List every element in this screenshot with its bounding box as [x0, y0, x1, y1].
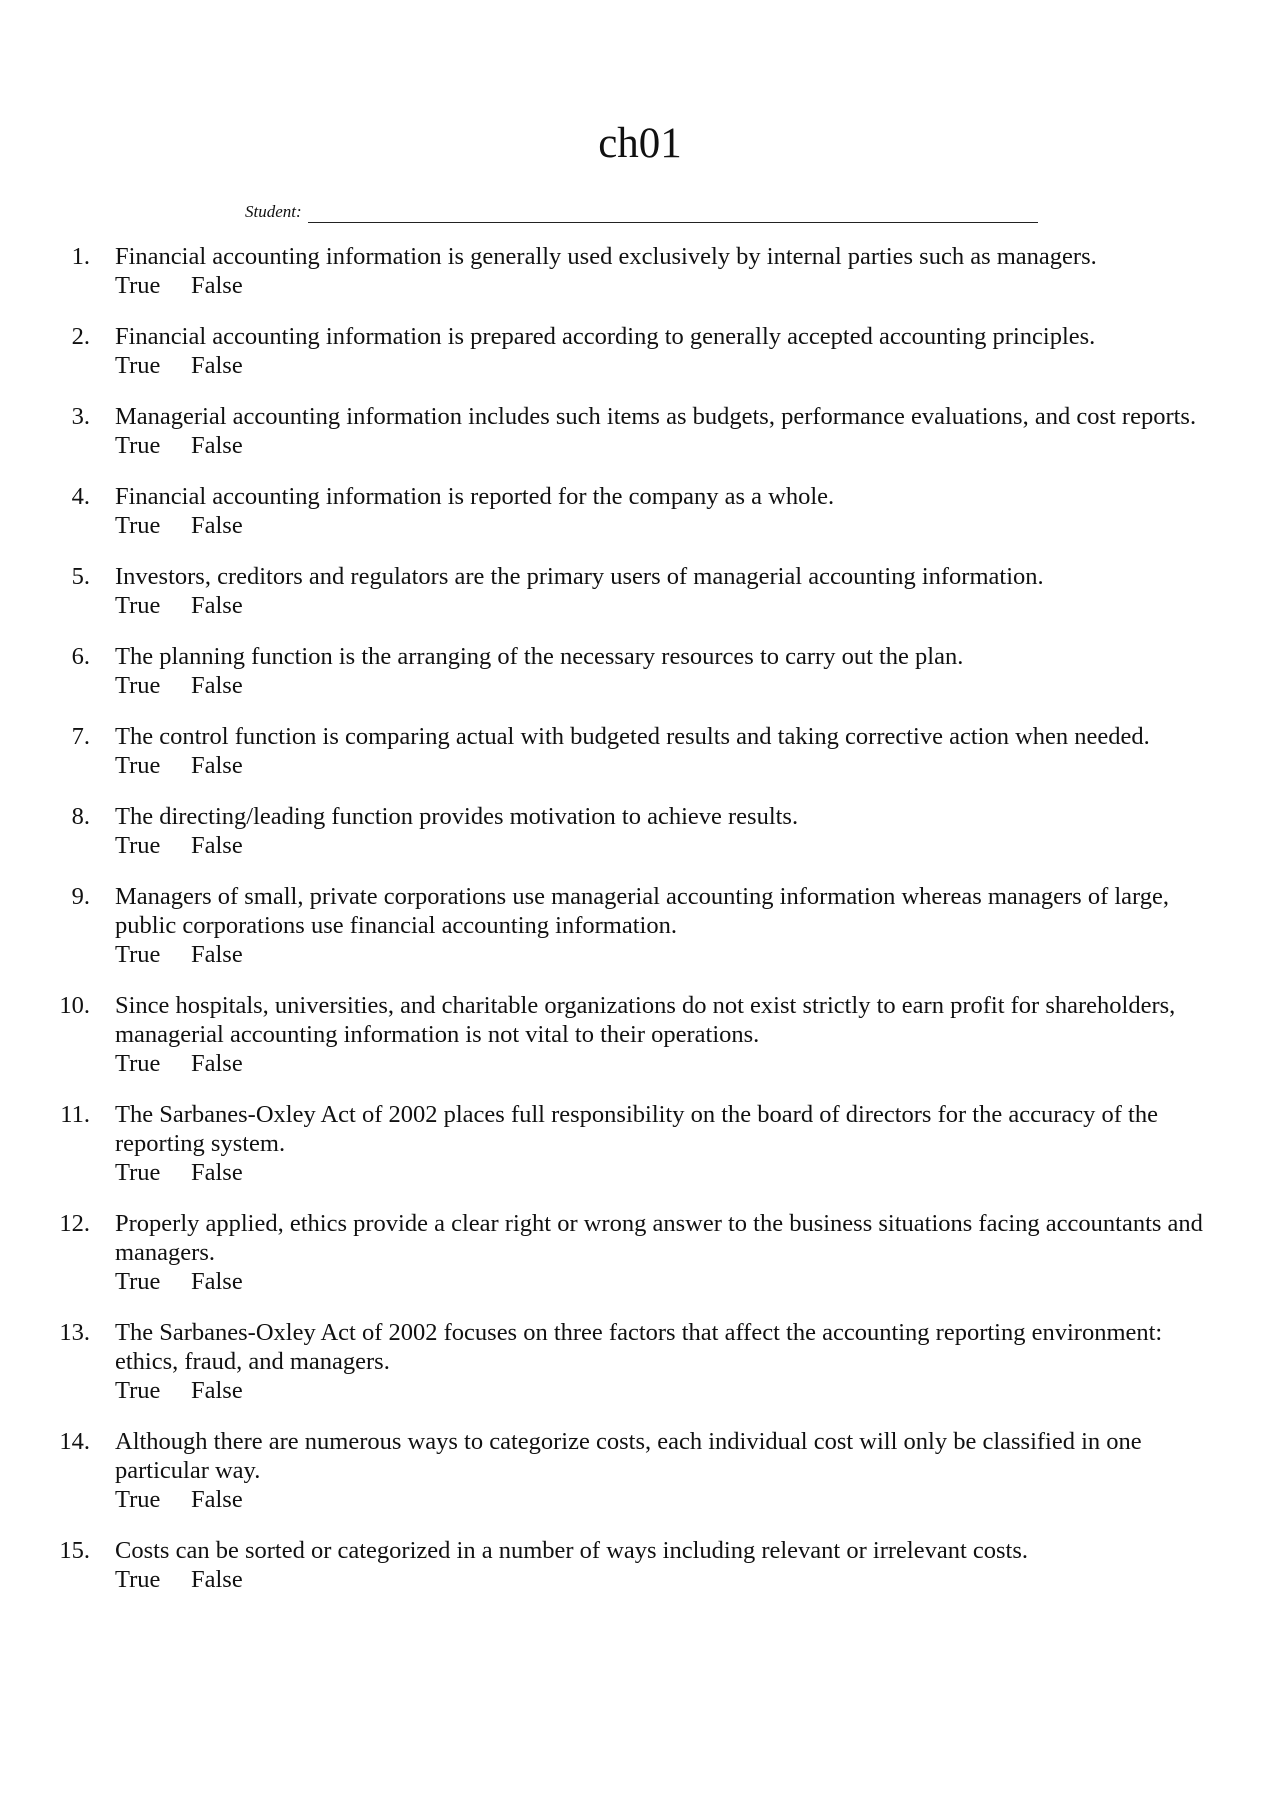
question-item: [0, 1209, 1280, 1296]
question-text: Financial accounting information is reported for the company as a whole.: [115, 483, 835, 510]
question-number: 7.: [71, 723, 90, 750]
question-item: [0, 562, 1280, 620]
question-item: [0, 1100, 1280, 1187]
option-true[interactable]: True: [115, 1377, 161, 1404]
question-text: Investors, creditors and regulators are the primary users of managerial accounting information.: [115, 563, 1044, 590]
option-false[interactable]: False: [191, 832, 243, 859]
question-text: Managers of small, private corporations use managerial accounting information whereas managers of large, public corporations use financial accounting information.: [115, 883, 1170, 939]
question-text: The planning function is the arranging of the necessary resources to carry out the plan.: [115, 643, 964, 670]
answer-options: [115, 1267, 1215, 1296]
question-number: 6.: [71, 643, 90, 670]
option-true[interactable]: True: [115, 432, 161, 459]
answer-options: [115, 671, 1215, 700]
page-title: ch01: [598, 120, 682, 167]
question-number: 8.: [71, 803, 90, 830]
question-body: [115, 1536, 1215, 1594]
question-text: Since hospitals, universities, and charitable organizations do not exist strictly to earn profit for shareholders, managerial accounting information is not vital to their operations.: [115, 992, 1176, 1048]
question-body: [115, 882, 1215, 969]
question-body: [115, 242, 1215, 300]
question-item: [0, 482, 1280, 540]
question-body: [115, 1427, 1215, 1514]
option-true[interactable]: True: [115, 272, 161, 299]
question-item: [0, 722, 1280, 780]
option-true[interactable]: True: [115, 592, 161, 619]
option-false[interactable]: False: [191, 752, 243, 779]
option-true[interactable]: True: [115, 1159, 161, 1186]
option-false[interactable]: False: [191, 272, 243, 299]
option-true[interactable]: True: [115, 512, 161, 539]
question-body: [115, 402, 1215, 460]
option-false[interactable]: False: [191, 941, 243, 968]
question-list: [0, 242, 1280, 1616]
question-item: [0, 1318, 1280, 1405]
question-number: 2.: [71, 323, 90, 350]
question-body: [115, 482, 1215, 540]
option-true[interactable]: True: [115, 941, 161, 968]
question-body: [115, 322, 1215, 380]
question-text: The directing/leading function provides motivation to achieve results.: [115, 803, 799, 830]
answer-options: [115, 1376, 1215, 1405]
option-false[interactable]: False: [191, 512, 243, 539]
question-text: Although there are numerous ways to categorize costs, each individual cost will only be classified in one particular way.: [115, 1428, 1142, 1484]
question-body: [115, 1100, 1215, 1187]
answer-options: [115, 431, 1215, 460]
option-false[interactable]: False: [191, 1159, 243, 1186]
option-false[interactable]: False: [191, 1486, 243, 1513]
option-true[interactable]: True: [115, 1566, 161, 1593]
question-text: The Sarbanes-Oxley Act of 2002 places full responsibility on the board of directors for the accuracy of the reporting system.: [115, 1101, 1158, 1157]
question-text: Financial accounting information is prepared according to generally accepted accounting principles.: [115, 323, 1096, 350]
question-item: [0, 991, 1280, 1078]
answer-options: [115, 1485, 1215, 1514]
student-field: [245, 201, 1038, 223]
question-number: 11.: [60, 1101, 90, 1128]
question-number: 4.: [71, 483, 90, 510]
answer-options: [115, 591, 1215, 620]
option-false[interactable]: False: [191, 352, 243, 379]
question-number: 9.: [71, 883, 90, 910]
question-body: [115, 802, 1215, 860]
question-item: [0, 1427, 1280, 1514]
question-body: [115, 562, 1215, 620]
question-text: Managerial accounting information includes such items as budgets, performance evaluations, and cost reports.: [115, 403, 1197, 430]
answer-options: [115, 1158, 1215, 1187]
question-item: [0, 242, 1280, 300]
question-body: [115, 1209, 1215, 1296]
question-body: [115, 1318, 1215, 1405]
option-true[interactable]: True: [115, 1050, 161, 1077]
option-false[interactable]: False: [191, 1268, 243, 1295]
answer-options: [115, 351, 1215, 380]
option-true[interactable]: True: [115, 1486, 161, 1513]
question-item: [0, 882, 1280, 969]
answer-options: [115, 831, 1215, 860]
option-true[interactable]: True: [115, 352, 161, 379]
question-body: [115, 991, 1215, 1078]
question-number: 12.: [59, 1210, 90, 1237]
question-text: The Sarbanes-Oxley Act of 2002 focuses on three factors that affect the accounting reporting environment: ethics, fraud, and managers.: [115, 1319, 1163, 1375]
question-item: [0, 802, 1280, 860]
question-item: [0, 642, 1280, 700]
student-name-blank[interactable]: [308, 206, 1038, 223]
option-false[interactable]: False: [191, 1566, 243, 1593]
question-item: [0, 402, 1280, 460]
question-number: 5.: [71, 563, 90, 590]
student-label: Student:: [245, 202, 302, 221]
question-number: 3.: [71, 403, 90, 430]
question-number: 10.: [59, 992, 90, 1019]
question-body: [115, 722, 1215, 780]
question-number: 13.: [59, 1319, 90, 1346]
option-false[interactable]: False: [191, 592, 243, 619]
question-number: 15.: [59, 1537, 90, 1564]
question-number: 14.: [59, 1428, 90, 1455]
option-false[interactable]: False: [191, 1377, 243, 1404]
option-true[interactable]: True: [115, 1268, 161, 1295]
question-number: 1.: [71, 243, 90, 270]
option-true[interactable]: True: [115, 672, 161, 699]
question-text: Financial accounting information is generally used exclusively by internal parties such as managers.: [115, 243, 1097, 270]
answer-options: [115, 511, 1215, 540]
question-item: [0, 322, 1280, 380]
question-text: Properly applied, ethics provide a clear right or wrong answer to the business situations facing accountants and managers.: [115, 1210, 1203, 1266]
answer-options: [115, 1565, 1215, 1594]
option-true[interactable]: True: [115, 832, 161, 859]
question-text: The control function is comparing actual with budgeted results and taking corrective action when needed.: [115, 723, 1150, 750]
answer-options: [115, 1049, 1215, 1078]
option-false[interactable]: False: [191, 672, 243, 699]
answer-options: [115, 271, 1215, 300]
question-item: [0, 1536, 1280, 1594]
option-true[interactable]: True: [115, 752, 161, 779]
answer-options: [115, 751, 1215, 780]
question-body: [115, 642, 1215, 700]
option-false[interactable]: False: [191, 1050, 243, 1077]
answer-options: [115, 940, 1215, 969]
option-false[interactable]: False: [191, 432, 243, 459]
question-text: Costs can be sorted or categorized in a number of ways including relevant or irrelevant costs.: [115, 1537, 1029, 1564]
